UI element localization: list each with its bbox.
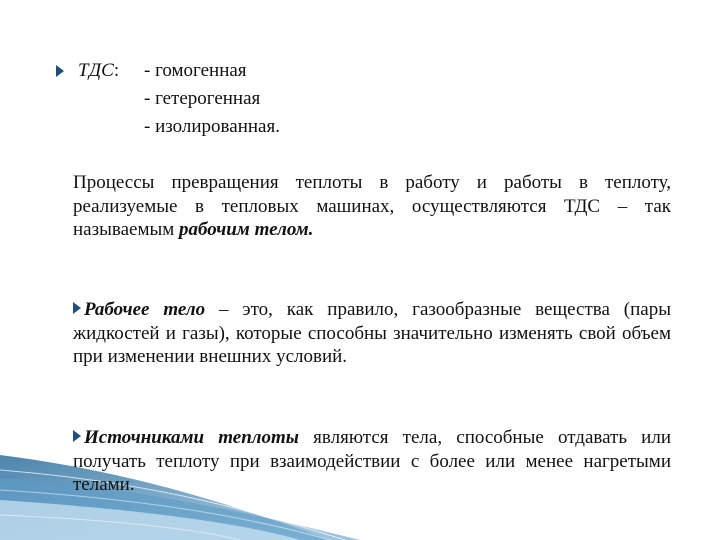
paragraph1-text: Процессы превращения теплоты в работу и работы в теплоту, реализуемые в тепловых машинах, осуществляются ТДС – так называемым: [73, 172, 671, 240]
bullet-arrow-icon: [73, 430, 81, 442]
tds-type-heterogeneous: - гетерогенная: [144, 88, 261, 109]
paragraph-working-body: [73, 298, 671, 369]
tds-type-homogeneous: - гомогенная: [144, 60, 247, 81]
tds-type-isolated: - изолированная.: [144, 116, 280, 137]
paragraph2-text: – это, как правило, газообразные вещества (пары жидкостей и газы), которые способны значительно изменять свой объем при изменении внешних условий.: [73, 299, 671, 367]
paragraph2-term: Рабочее тело: [84, 299, 206, 320]
paragraph-heat-sources: [73, 426, 671, 497]
paragraph1-emphasis: рабочим телом.: [179, 219, 314, 240]
bullet-arrow-icon: [56, 65, 64, 77]
tds-heading: [78, 58, 119, 83]
paragraph3-term: Источниками теплоты: [84, 427, 299, 448]
tds-colon: :: [113, 60, 120, 81]
tds-label: ТДС: [78, 60, 114, 81]
paragraph-heat-work-conversion: [73, 171, 671, 242]
bullet-arrow-icon: [73, 302, 81, 314]
paragraph3-text: являются тела, способные отдавать или получать теплоту при взаимодействии с более или менее нагретыми телами.: [73, 427, 671, 495]
